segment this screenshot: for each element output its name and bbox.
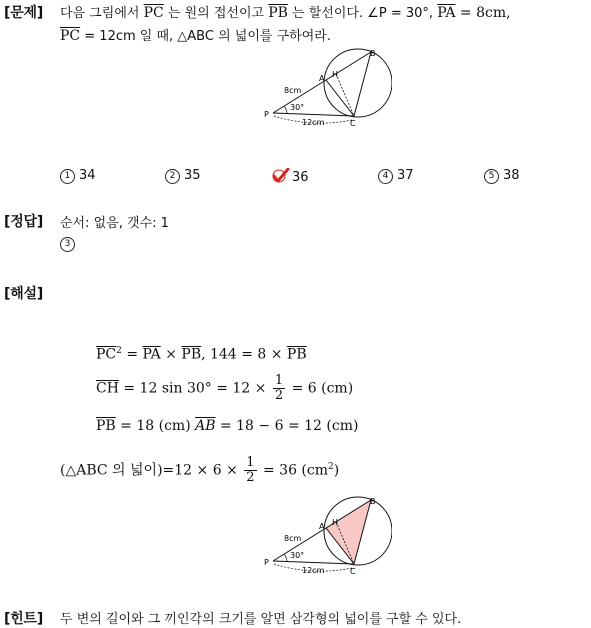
choice-1[interactable] — [60, 168, 96, 184]
choice-number: 1 — [60, 169, 75, 184]
choice-number: 2 — [165, 169, 180, 184]
segment-pa: $\overline{PA}$ — [437, 5, 456, 21]
segment-ac — [326, 80, 354, 116]
segment-ch: $\overline{CH}$ — [96, 380, 119, 397]
label-a: A — [319, 74, 325, 83]
problem-text: = 8cm, — [455, 5, 511, 21]
choice-3[interactable] — [272, 168, 309, 185]
problem-text: 다음 그림에서 — [60, 6, 144, 21]
equation-2 — [96, 374, 353, 403]
label-c: C — [350, 567, 356, 576]
eq-text: = 18 (cm) — [115, 418, 196, 434]
equation-3 — [96, 418, 358, 434]
eq-text: = 36 (cm — [258, 462, 329, 479]
label-h: H — [332, 70, 339, 79]
segment-bc — [354, 52, 371, 116]
label-angle: 30° — [290, 551, 305, 560]
fraction — [244, 456, 256, 485]
choice-value: 35 — [184, 168, 201, 183]
eq-text: × — [160, 346, 182, 363]
problem-line-1 — [60, 2, 511, 21]
check-mark-icon — [272, 168, 290, 184]
eq-text: = 12 sin 30° = 12 × — [118, 380, 271, 397]
hint-text: 두 변의 길이와 그 끼인각의 크기를 알면 삼각형의 넓이를 구할 수 있다. — [60, 612, 462, 627]
choice-4[interactable] — [378, 168, 414, 184]
answer-tag: [정답] — [4, 214, 44, 230]
label-pc-length: 12cm — [302, 118, 325, 127]
eq-text: = 6 (cm) — [287, 380, 354, 397]
choice-2[interactable] — [165, 168, 201, 184]
circle — [324, 49, 392, 117]
angle-arc — [284, 106, 287, 113]
angle-arc — [284, 554, 287, 561]
problem-figure — [262, 46, 392, 128]
segment-pb: $\overline{PB}$ — [181, 346, 202, 363]
choice-5[interactable] — [484, 168, 520, 184]
answer-value — [60, 236, 79, 252]
problem-line-2 — [60, 25, 331, 44]
choice-value: 34 — [79, 168, 96, 183]
eq-text: (△ABC 의 넓이)=12 × 6 × — [60, 462, 243, 479]
equation-1 — [96, 346, 307, 363]
segment-pc: $\overline{PC}$ — [96, 346, 117, 363]
eq-text: = — [121, 346, 143, 363]
area-equation — [60, 456, 339, 485]
label-a: A — [319, 522, 325, 531]
label-pa-length: 8cm — [284, 86, 302, 95]
choice-number: 4 — [378, 169, 393, 184]
numerator: 1 — [246, 455, 255, 470]
segment-pa: $\overline{PA}$ — [142, 346, 161, 363]
segment-pb: $\overline{PB}$ — [268, 5, 288, 21]
fraction — [273, 374, 285, 403]
label-p: P — [264, 558, 269, 567]
hint-tag: [힌트] — [4, 611, 44, 627]
label-pc-length: 12cm — [302, 566, 325, 575]
segment-pb: $\overline{PB}$ — [96, 418, 116, 434]
label-b: B — [370, 49, 376, 58]
problem-text: = 12cm 일 때, △ABC 의 넓이를 구하여라. — [80, 29, 331, 44]
solution-figure — [262, 494, 392, 576]
numerator: 1 — [274, 373, 284, 388]
choice-number: 5 — [484, 169, 499, 184]
answer-text: 순서: 없음, 갯수: 1 — [60, 216, 169, 231]
altitude-ch — [336, 74, 354, 116]
exponent: 2 — [328, 461, 334, 472]
label-pa-length: 8cm — [284, 534, 302, 543]
label-h: H — [332, 518, 339, 527]
label-c: C — [350, 119, 356, 128]
segment-ab: $\overline{AB}$ — [195, 418, 216, 434]
denominator: 2 — [274, 388, 284, 403]
solution-tag: [해설] — [4, 286, 44, 302]
segment-pc: $\overline{PC}$ — [143, 5, 164, 21]
label-b: B — [370, 497, 376, 506]
problem-text: 는 할선이다. ∠P = 30°, — [287, 6, 438, 21]
segment-pb: $\overline{PB}$ — [286, 346, 307, 363]
exponent: 2 — [116, 346, 122, 356]
answer-number: 3 — [60, 237, 75, 252]
segment-pc: $\overline{PC}$ — [60, 28, 81, 44]
eq-text: = 18 − 6 = 12 (cm) — [215, 418, 359, 434]
label-angle: 30° — [290, 103, 305, 112]
problem-text: 는 원의 접선이고 — [163, 6, 269, 21]
denominator: 2 — [246, 470, 255, 485]
eq-text: , 144 = 8 × — [201, 346, 287, 363]
problem-tag: [문제] — [4, 5, 44, 21]
choice-value: 38 — [503, 168, 520, 183]
choice-value: 36 — [292, 170, 309, 185]
eq-text: ) — [333, 462, 340, 479]
label-p: P — [264, 110, 269, 119]
choice-value: 37 — [397, 168, 414, 183]
